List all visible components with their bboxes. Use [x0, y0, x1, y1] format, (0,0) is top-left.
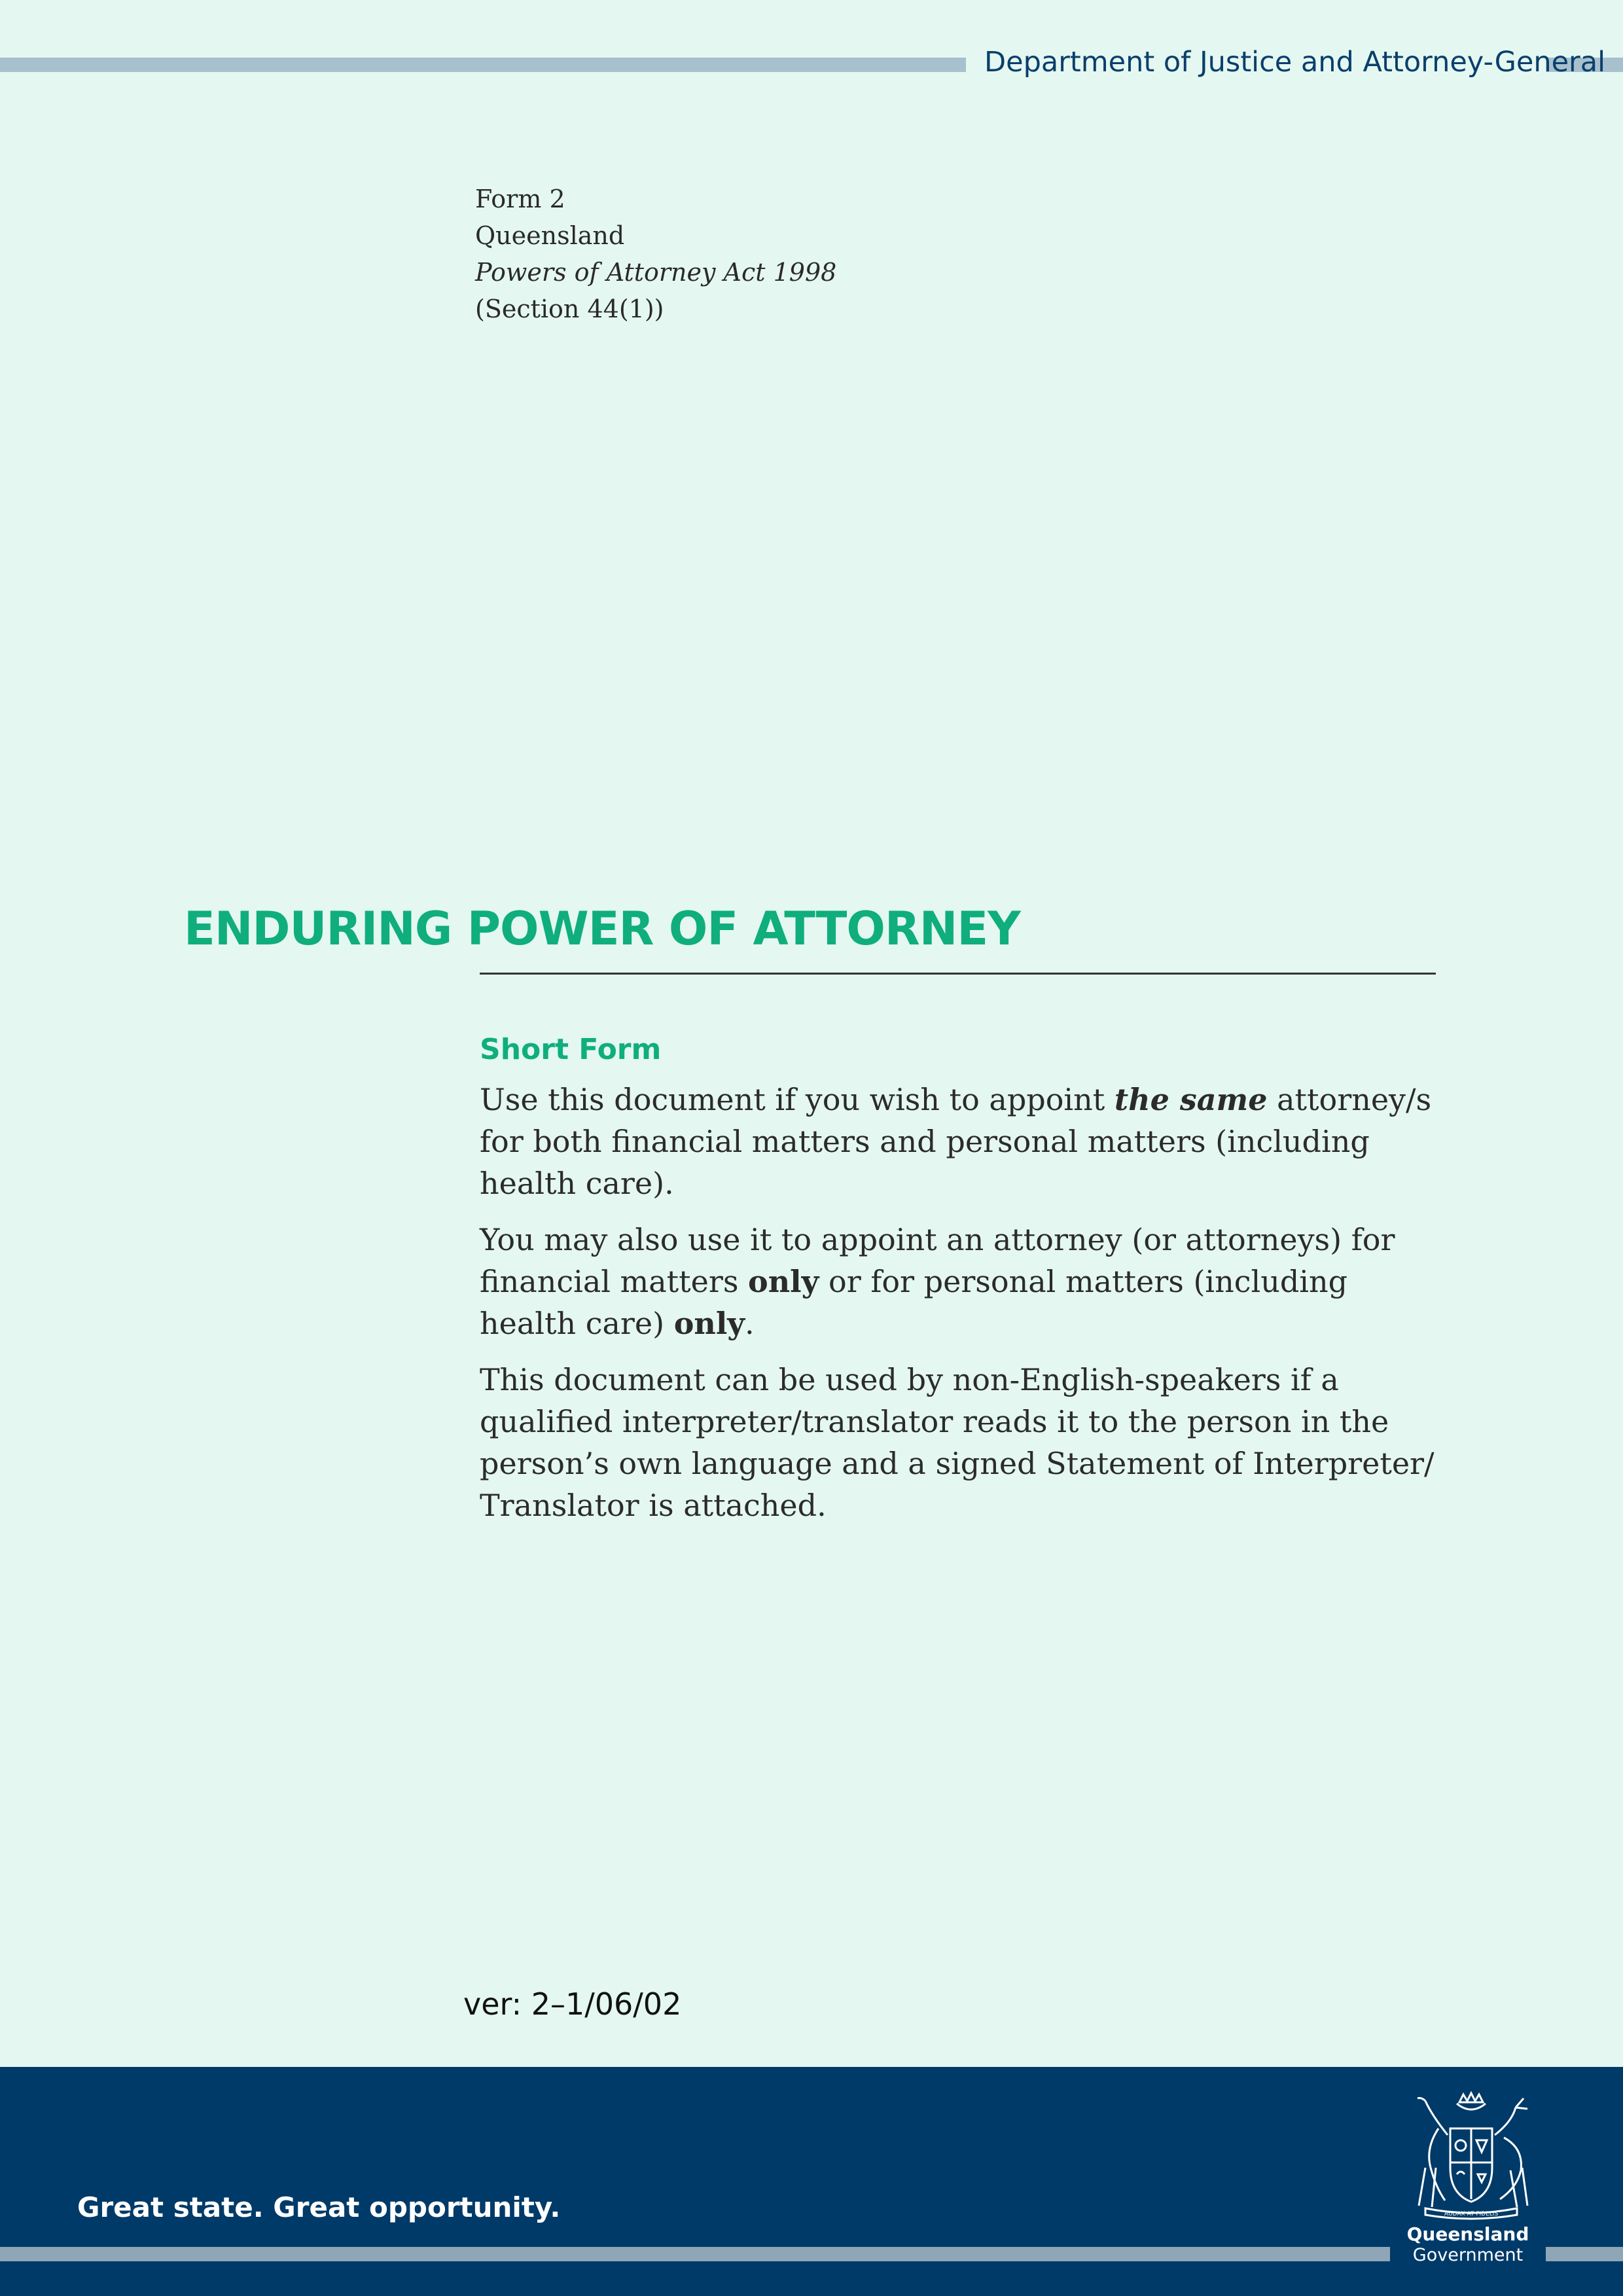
p1-emphasis: the same — [1114, 1082, 1268, 1117]
p2-only-2: only — [673, 1306, 745, 1341]
instruction-paragraph-3: This document can be used by non-English-speakers if a qualified interpreter/translator reads it to the person in the person’s own language and a signed Statement of Interpreter/ Translator is attached. — [480, 1362, 1435, 1523]
svg-text:AUDAX AT FIDELIS: AUDAX AT FIDELIS — [1444, 2211, 1499, 2217]
form-section: (Section 44(1)) — [475, 295, 664, 323]
document-subtitle: Short Form — [480, 1033, 662, 1066]
p2-text-b: or for personal matters (including health care) — [480, 1264, 1348, 1341]
instruction-paragraph-2 — [480, 1219, 1448, 1344]
queensland-crest-icon — [1399, 2089, 1543, 2220]
form-number: Form 2 — [475, 185, 565, 213]
footer-band — [0, 2067, 1623, 2296]
p2-text-c: . — [745, 1306, 755, 1341]
form-act: Powers of Attorney Act 1998 — [475, 258, 837, 287]
footer-slogan: Great state. Great opportunity. — [77, 2191, 561, 2223]
p2-text-a: You may also use it to appoint an attorney (or attorneys) for financial matters — [480, 1222, 1395, 1299]
instruction-paragraph-1 — [480, 1079, 1448, 1204]
footer-rule-right — [1546, 2247, 1623, 2261]
logo-line-queensland: Queensland — [1406, 2223, 1529, 2245]
title-divider — [480, 973, 1436, 975]
department-name: Department of Justice and Attorney-General — [984, 46, 1606, 79]
queensland-government-logo — [1399, 2224, 1537, 2266]
instructions-body — [480, 1079, 1448, 1541]
form-metadata — [475, 181, 836, 327]
version-label: ver: 2–1/06/02 — [463, 1986, 682, 2022]
form-state: Queensland — [475, 221, 625, 250]
header-rule-left — [0, 58, 966, 72]
logo-line-government: Government — [1412, 2245, 1524, 2265]
document-title: ENDURING POWER OF ATTORNEY — [184, 902, 1020, 956]
p2-only-1: only — [748, 1264, 819, 1299]
p1-text-a: Use this document if you wish to appoint — [480, 1082, 1115, 1117]
p1-text-b: attorney/s for both financial matters and personal matters (including health care). — [480, 1082, 1432, 1201]
footer-rule-left — [0, 2247, 1390, 2261]
